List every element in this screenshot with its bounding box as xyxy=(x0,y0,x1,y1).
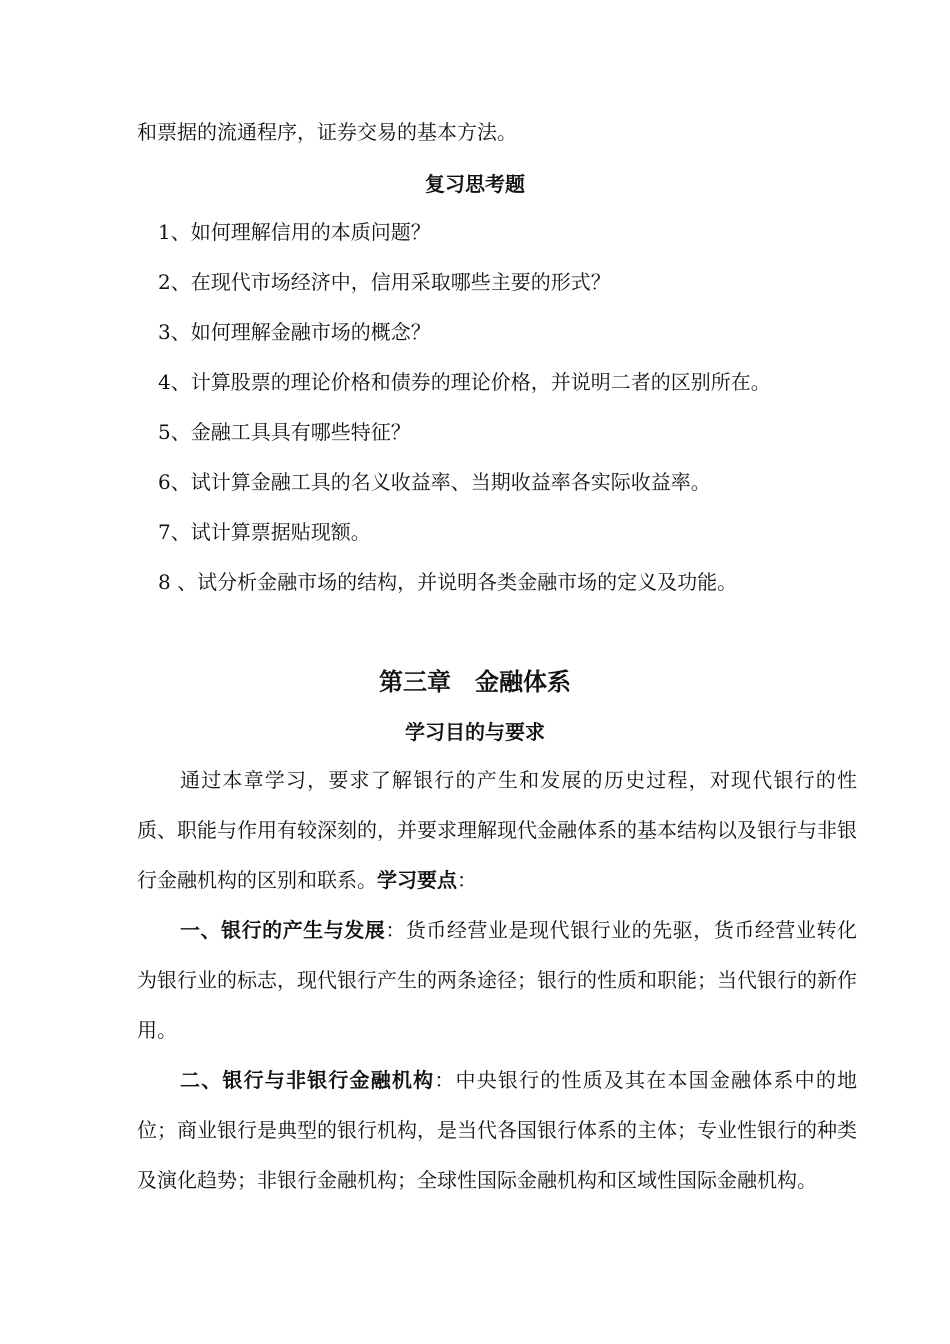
key-point-2-heading: 二、银行与非银行金融机构 xyxy=(180,1068,435,1092)
key-point-1-colon: ： xyxy=(385,918,406,942)
review-question-3: 3、如何理解金融市场的概念？ xyxy=(158,320,431,344)
continuation-line: 和票据的流通程序，证券交易的基本方法。 xyxy=(137,120,517,144)
key-points-label: 学习要点 xyxy=(377,868,457,892)
review-question-8: 8 、试分析金融市场的结构，并说明各类金融市场的定义及功能。 xyxy=(158,570,738,594)
review-question-6: 6、试计算金融工具的名义收益率、当期收益率各实际收益率。 xyxy=(158,470,711,494)
key-point-1-heading: 一、银行的产生与发展 xyxy=(180,918,386,942)
key-point-1 xyxy=(137,905,857,1055)
key-point-2 xyxy=(137,1055,857,1205)
key-point-2-colon: ： xyxy=(434,1068,456,1092)
key-point-1-text: 货币经营业是现代银行业的先驱，货币经营业转化为银行业的标志，现代银行产生的两条途径；银行的性质和职能；当代银行的新作用。 xyxy=(137,918,857,1042)
intro-text: 通过本章学习，要求了解银行的产生和发展的历史过程，对现代银行的性质、职能与作用有较深刻的，并要求理解现代金融体系的基本结构以及银行与非银行金融机构的区别和联系。 xyxy=(137,768,857,892)
review-question-7: 7、试计算票据贴现额。 xyxy=(158,520,371,544)
intro-paragraph xyxy=(137,755,857,905)
review-title: 复习思考题 xyxy=(425,172,525,196)
review-question-4: 4、计算股票的理论价格和债券的理论价格，并说明二者的区别所在。 xyxy=(158,370,771,394)
chapter-title: 第三章 金融体系 xyxy=(379,668,571,696)
key-points-colon: ： xyxy=(457,868,477,892)
review-question-5: 5、金融工具具有哪些特征？ xyxy=(158,420,411,444)
review-question-1: 1、如何理解信用的本质问题？ xyxy=(158,220,431,244)
review-question-2: 2、在现代市场经济中，信用采取哪些主要的形式？ xyxy=(158,270,611,294)
key-point-2-text: 中央银行的性质及其在本国金融体系中的地位；商业银行是典型的银行机构，是当代各国银行体系的主体；专业性银行的种类及演化趋势；非银行金融机构；全球性国际金融机构和区域性国际金融机构。 xyxy=(137,1068,858,1192)
objectives-title: 学习目的与要求 xyxy=(405,720,545,744)
